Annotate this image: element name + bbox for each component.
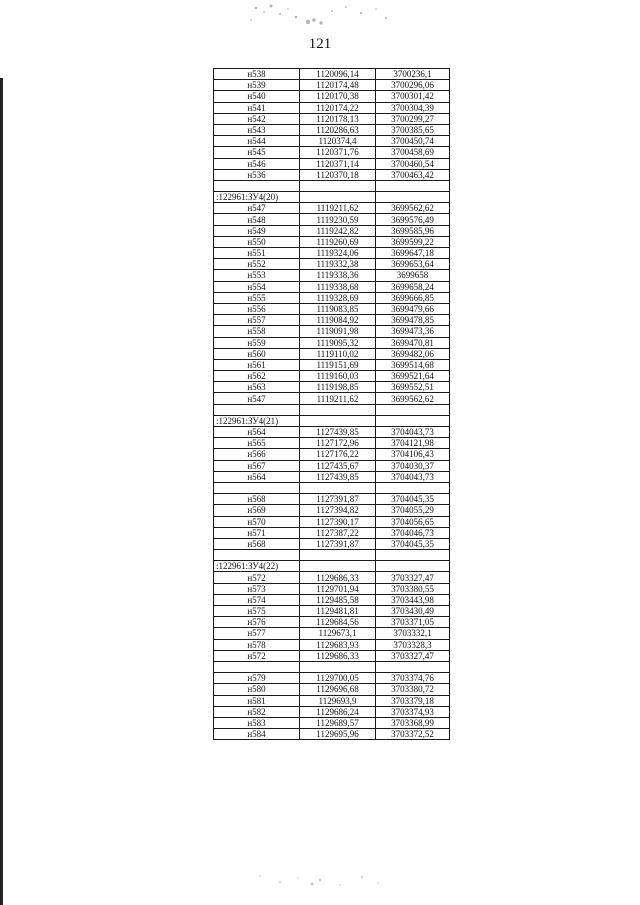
y-coordinate-cell: 3700301,42 <box>376 91 450 102</box>
empty-cell <box>214 482 300 493</box>
empty-cell <box>376 180 450 191</box>
point-id-cell: н557 <box>214 315 300 326</box>
y-coordinate-cell: 3703380,55 <box>376 583 450 594</box>
coordinate-row <box>214 270 450 281</box>
blank-row <box>214 404 450 415</box>
x-coordinate-cell: 1120174,22 <box>300 102 376 113</box>
parcel-id-cell: :122961:ЗУ4(21) <box>214 415 300 426</box>
y-coordinate-cell: 3700450,74 <box>376 136 450 147</box>
empty-cell <box>376 550 450 561</box>
y-coordinate-cell: 3704106,43 <box>376 449 450 460</box>
point-id-cell: н564 <box>214 471 300 482</box>
y-coordinate-cell: 3699478,85 <box>376 315 450 326</box>
empty-cell <box>300 415 376 426</box>
x-coordinate-cell: 1120374,4 <box>300 136 376 147</box>
point-id-cell: н568 <box>214 538 300 549</box>
y-coordinate-cell: 3700296,06 <box>376 80 450 91</box>
point-id-cell: н560 <box>214 348 300 359</box>
coordinate-row <box>214 449 450 460</box>
point-id-cell: н581 <box>214 695 300 706</box>
empty-cell <box>376 404 450 415</box>
blank-row <box>214 482 450 493</box>
point-id-cell: н563 <box>214 382 300 393</box>
coordinate-row <box>214 628 450 639</box>
point-id-cell: н547 <box>214 203 300 214</box>
x-coordinate-cell: 1129689,57 <box>300 717 376 728</box>
coordinate-row <box>214 695 450 706</box>
point-id-cell: н555 <box>214 292 300 303</box>
blank-row <box>214 550 450 561</box>
coordinate-row <box>214 292 450 303</box>
point-id-cell: н552 <box>214 259 300 270</box>
y-coordinate-cell: 3703443,98 <box>376 594 450 605</box>
coordinate-row <box>214 124 450 135</box>
point-id-cell: н577 <box>214 628 300 639</box>
coordinate-row <box>214 538 450 549</box>
y-coordinate-cell: 3699599,22 <box>376 236 450 247</box>
y-coordinate-cell: 3700463,42 <box>376 169 450 180</box>
y-coordinate-cell: 3700304,39 <box>376 102 450 113</box>
empty-cell <box>300 192 376 203</box>
x-coordinate-cell: 1120286,63 <box>300 124 376 135</box>
coordinate-row <box>214 729 450 740</box>
coordinate-row <box>214 359 450 370</box>
empty-cell <box>214 180 300 191</box>
y-coordinate-cell: 3700458,69 <box>376 147 450 158</box>
blank-row <box>214 180 450 191</box>
x-coordinate-cell: 1129481,81 <box>300 606 376 617</box>
coordinate-row <box>214 673 450 684</box>
x-coordinate-cell: 1119211,62 <box>300 203 376 214</box>
y-coordinate-cell: 3703327,47 <box>376 650 450 661</box>
point-id-cell: н562 <box>214 371 300 382</box>
coordinate-row <box>214 606 450 617</box>
parcel-id-cell: :122961:ЗУ4(22) <box>214 561 300 572</box>
coordinate-row <box>214 460 450 471</box>
point-id-cell: н582 <box>214 706 300 717</box>
x-coordinate-cell: 1129696,68 <box>300 684 376 695</box>
x-coordinate-cell: 1119083,85 <box>300 303 376 314</box>
x-coordinate-cell: 1127394,82 <box>300 505 376 516</box>
empty-cell <box>300 482 376 493</box>
y-coordinate-cell: 3699470,81 <box>376 337 450 348</box>
coordinate-row <box>214 136 450 147</box>
x-coordinate-cell: 1119338,36 <box>300 270 376 281</box>
y-coordinate-cell: 3699585,96 <box>376 225 450 236</box>
coordinate-row <box>214 303 450 314</box>
x-coordinate-cell: 1120178,13 <box>300 113 376 124</box>
x-coordinate-cell: 1119091,98 <box>300 326 376 337</box>
coordinate-row <box>214 617 450 628</box>
coordinate-row <box>214 203 450 214</box>
coordinate-row <box>214 225 450 236</box>
point-id-cell: н540 <box>214 91 300 102</box>
point-id-cell: н575 <box>214 606 300 617</box>
point-id-cell: н576 <box>214 617 300 628</box>
empty-cell <box>376 415 450 426</box>
point-id-cell: н544 <box>214 136 300 147</box>
empty-cell <box>300 404 376 415</box>
point-id-cell: н545 <box>214 147 300 158</box>
point-id-cell: н541 <box>214 102 300 113</box>
point-id-cell: н556 <box>214 303 300 314</box>
point-id-cell: н546 <box>214 158 300 169</box>
coordinate-row <box>214 650 450 661</box>
y-coordinate-cell: 3704055,29 <box>376 505 450 516</box>
x-coordinate-cell: 1119242,82 <box>300 225 376 236</box>
empty-cell <box>376 192 450 203</box>
blank-row <box>214 661 450 672</box>
point-id-cell: н554 <box>214 281 300 292</box>
y-coordinate-cell: 3699562,62 <box>376 203 450 214</box>
x-coordinate-cell: 1119095,32 <box>300 337 376 348</box>
coordinate-row <box>214 348 450 359</box>
coordinate-row <box>214 169 450 180</box>
coordinate-row <box>214 158 450 169</box>
point-id-cell: н567 <box>214 460 300 471</box>
coordinate-row <box>214 69 450 80</box>
y-coordinate-cell: 3703380,72 <box>376 684 450 695</box>
coordinate-row <box>214 494 450 505</box>
x-coordinate-cell: 1129686,24 <box>300 706 376 717</box>
point-id-cell: н569 <box>214 505 300 516</box>
y-coordinate-cell: 3699647,18 <box>376 248 450 259</box>
coordinate-row <box>214 427 450 438</box>
x-coordinate-cell: 1120370,18 <box>300 169 376 180</box>
point-id-cell: н573 <box>214 583 300 594</box>
point-id-cell: н551 <box>214 248 300 259</box>
coordinate-row <box>214 717 450 728</box>
coordinate-row <box>214 684 450 695</box>
coordinate-row <box>214 594 450 605</box>
y-coordinate-cell: 3703328,3 <box>376 639 450 650</box>
coordinates-table-wrapper <box>213 68 450 740</box>
point-id-cell: н579 <box>214 673 300 684</box>
x-coordinate-cell: 1129673,1 <box>300 628 376 639</box>
x-coordinate-cell: 1127172,96 <box>300 438 376 449</box>
y-coordinate-cell: 3699479,66 <box>376 303 450 314</box>
coordinate-row <box>214 236 450 247</box>
y-coordinate-cell: 3699666,85 <box>376 292 450 303</box>
parcel-header-row <box>214 561 450 572</box>
y-coordinate-cell: 3699521,64 <box>376 371 450 382</box>
point-id-cell: н542 <box>214 113 300 124</box>
coordinate-row <box>214 393 450 404</box>
y-coordinate-cell: 3703327,47 <box>376 572 450 583</box>
x-coordinate-cell: 1129700,05 <box>300 673 376 684</box>
y-coordinate-cell: 3703372,52 <box>376 729 450 740</box>
x-coordinate-cell: 1129701,94 <box>300 583 376 594</box>
coordinate-row <box>214 382 450 393</box>
coordinate-row <box>214 337 450 348</box>
x-coordinate-cell: 1129684,56 <box>300 617 376 628</box>
empty-cell <box>300 561 376 572</box>
y-coordinate-cell: 3703371,05 <box>376 617 450 628</box>
point-id-cell: н548 <box>214 214 300 225</box>
x-coordinate-cell: 1127176,22 <box>300 449 376 460</box>
point-id-cell: н536 <box>214 169 300 180</box>
point-id-cell: н574 <box>214 594 300 605</box>
coordinates-table <box>213 68 450 740</box>
coordinate-row <box>214 281 450 292</box>
y-coordinate-cell: 3699482,06 <box>376 348 450 359</box>
x-coordinate-cell: 1119110,02 <box>300 348 376 359</box>
coordinate-row <box>214 326 450 337</box>
y-coordinate-cell: 3704043,73 <box>376 427 450 438</box>
coordinate-row <box>214 248 450 259</box>
empty-cell <box>376 482 450 493</box>
parcel-id-cell: :122961:ЗУ4(20) <box>214 192 300 203</box>
y-coordinate-cell: 3703332,1 <box>376 628 450 639</box>
x-coordinate-cell: 1120371,14 <box>300 158 376 169</box>
x-coordinate-cell: 1119324,06 <box>300 248 376 259</box>
y-coordinate-cell: 3699562,62 <box>376 393 450 404</box>
point-id-cell: н580 <box>214 684 300 695</box>
x-coordinate-cell: 1127391,87 <box>300 538 376 549</box>
y-coordinate-cell: 3699658 <box>376 270 450 281</box>
x-coordinate-cell: 1127390,17 <box>300 516 376 527</box>
coordinate-row <box>214 214 450 225</box>
point-id-cell: н583 <box>214 717 300 728</box>
coordinate-row <box>214 91 450 102</box>
x-coordinate-cell: 1119211,62 <box>300 393 376 404</box>
x-coordinate-cell: 1127439,85 <box>300 471 376 482</box>
y-coordinate-cell: 3704030,37 <box>376 460 450 471</box>
point-id-cell: н538 <box>214 69 300 80</box>
y-coordinate-cell: 3704045,35 <box>376 494 450 505</box>
point-id-cell: н561 <box>214 359 300 370</box>
coordinate-row <box>214 315 450 326</box>
y-coordinate-cell: 3700299,27 <box>376 113 450 124</box>
coordinate-row <box>214 80 450 91</box>
x-coordinate-cell: 1127435,67 <box>300 460 376 471</box>
coordinate-row <box>214 438 450 449</box>
y-coordinate-cell: 3703374,93 <box>376 706 450 717</box>
empty-cell <box>300 550 376 561</box>
point-id-cell: н578 <box>214 639 300 650</box>
x-coordinate-cell: 1120174,48 <box>300 80 376 91</box>
y-coordinate-cell: 3699514,68 <box>376 359 450 370</box>
coordinates-table-body <box>214 69 450 740</box>
y-coordinate-cell: 3699552,51 <box>376 382 450 393</box>
x-coordinate-cell: 1120170,38 <box>300 91 376 102</box>
point-id-cell: н553 <box>214 270 300 281</box>
coordinate-row <box>214 639 450 650</box>
x-coordinate-cell: 1119338,68 <box>300 281 376 292</box>
empty-cell <box>214 661 300 672</box>
parcel-header-row <box>214 192 450 203</box>
x-coordinate-cell: 1119151,69 <box>300 359 376 370</box>
coordinate-row <box>214 371 450 382</box>
x-coordinate-cell: 1119260,69 <box>300 236 376 247</box>
x-coordinate-cell: 1127391,87 <box>300 494 376 505</box>
point-id-cell: н571 <box>214 527 300 538</box>
y-coordinate-cell: 3704043,73 <box>376 471 450 482</box>
x-coordinate-cell: 1129686,33 <box>300 572 376 583</box>
x-coordinate-cell: 1129693,9 <box>300 695 376 706</box>
scan-artifact-top <box>236 0 406 30</box>
y-coordinate-cell: 3699473,36 <box>376 326 450 337</box>
y-coordinate-cell: 3703374,76 <box>376 673 450 684</box>
point-id-cell: н566 <box>214 449 300 460</box>
x-coordinate-cell: 1129686,33 <box>300 650 376 661</box>
point-id-cell: н572 <box>214 650 300 661</box>
y-coordinate-cell: 3700460,54 <box>376 158 450 169</box>
point-id-cell: н547 <box>214 393 300 404</box>
x-coordinate-cell: 1120096,14 <box>300 69 376 80</box>
point-id-cell: н543 <box>214 124 300 135</box>
x-coordinate-cell: 1119198,85 <box>300 382 376 393</box>
scan-edge-shadow <box>0 78 3 905</box>
empty-cell <box>300 180 376 191</box>
coordinate-row <box>214 706 450 717</box>
empty-cell <box>214 550 300 561</box>
coordinate-row <box>214 259 450 270</box>
y-coordinate-cell: 3704121,98 <box>376 438 450 449</box>
y-coordinate-cell: 3699658,24 <box>376 281 450 292</box>
coordinate-row <box>214 583 450 594</box>
x-coordinate-cell: 1129695,96 <box>300 729 376 740</box>
y-coordinate-cell: 3699576,49 <box>376 214 450 225</box>
point-id-cell: н568 <box>214 494 300 505</box>
x-coordinate-cell: 1129485,58 <box>300 594 376 605</box>
coordinate-row <box>214 505 450 516</box>
coordinate-row <box>214 102 450 113</box>
point-id-cell: н570 <box>214 516 300 527</box>
y-coordinate-cell: 3699653,64 <box>376 259 450 270</box>
scan-artifact-bottom <box>250 870 390 890</box>
point-id-cell: н584 <box>214 729 300 740</box>
coordinate-row <box>214 572 450 583</box>
x-coordinate-cell: 1120371,76 <box>300 147 376 158</box>
y-coordinate-cell: 3704045,35 <box>376 538 450 549</box>
x-coordinate-cell: 1119084,92 <box>300 315 376 326</box>
y-coordinate-cell: 3700385,65 <box>376 124 450 135</box>
coordinate-row <box>214 471 450 482</box>
y-coordinate-cell: 3704046,73 <box>376 527 450 538</box>
x-coordinate-cell: 1127439,85 <box>300 427 376 438</box>
coordinate-row <box>214 113 450 124</box>
x-coordinate-cell: 1127387,22 <box>300 527 376 538</box>
coordinate-row <box>214 147 450 158</box>
x-coordinate-cell: 1119230,59 <box>300 214 376 225</box>
point-id-cell: н564 <box>214 427 300 438</box>
point-id-cell: н572 <box>214 572 300 583</box>
y-coordinate-cell: 3703379,18 <box>376 695 450 706</box>
x-coordinate-cell: 1119332,38 <box>300 259 376 270</box>
parcel-header-row <box>214 415 450 426</box>
x-coordinate-cell: 1129683,93 <box>300 639 376 650</box>
point-id-cell: н550 <box>214 236 300 247</box>
coordinate-row <box>214 516 450 527</box>
point-id-cell: н559 <box>214 337 300 348</box>
point-id-cell: н549 <box>214 225 300 236</box>
point-id-cell: н558 <box>214 326 300 337</box>
x-coordinate-cell: 1119160,03 <box>300 371 376 382</box>
point-id-cell: н565 <box>214 438 300 449</box>
y-coordinate-cell: 3703430,49 <box>376 606 450 617</box>
y-coordinate-cell: 3704056,65 <box>376 516 450 527</box>
coordinate-row <box>214 527 450 538</box>
x-coordinate-cell: 1119328,69 <box>300 292 376 303</box>
empty-cell <box>376 561 450 572</box>
page-number: 121 <box>308 36 332 52</box>
point-id-cell: н539 <box>214 80 300 91</box>
empty-cell <box>214 404 300 415</box>
empty-cell <box>300 661 376 672</box>
y-coordinate-cell: 3703368,99 <box>376 717 450 728</box>
empty-cell <box>376 661 450 672</box>
y-coordinate-cell: 3700236,1 <box>376 69 450 80</box>
